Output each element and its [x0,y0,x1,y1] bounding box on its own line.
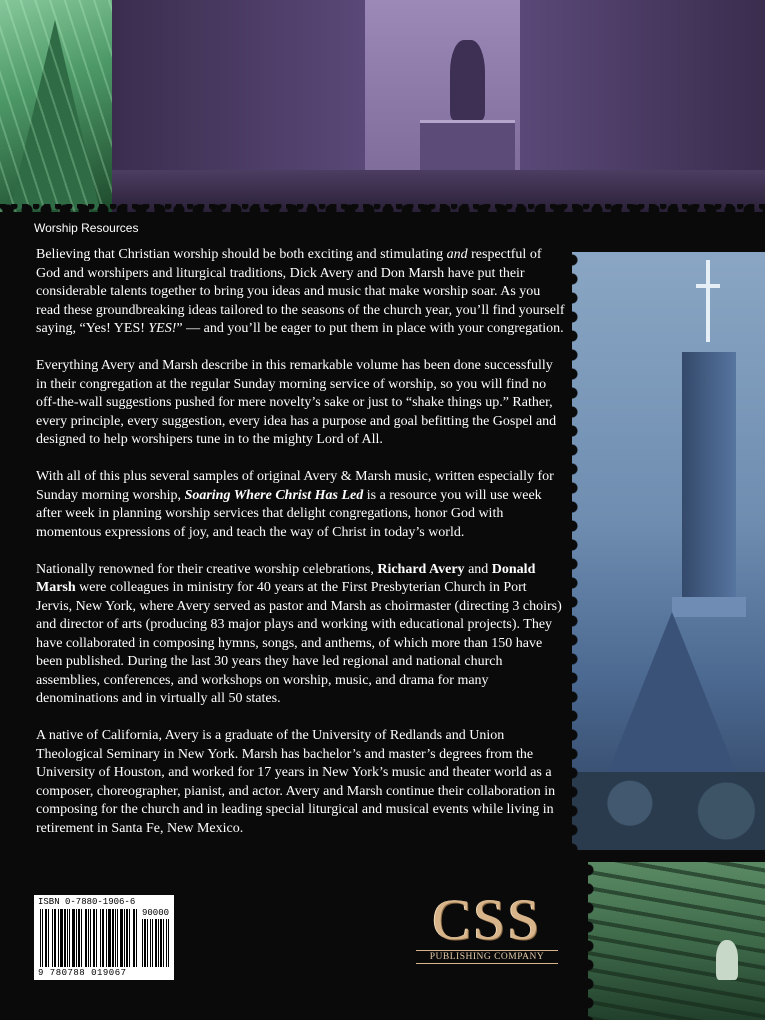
barcode-bar [168,919,169,967]
intro-emphasis-and: and [446,247,468,262]
grunge-edge-top-photo [0,204,765,216]
photo-tower [682,352,736,602]
barcode-bar [133,909,135,967]
paragraph-music [36,468,566,542]
barcode-bar [60,909,63,967]
grunge-edge-bottom-photo [582,862,594,1020]
barcode-bar [88,909,89,967]
barcode-bar [126,909,128,967]
barcode-bar [102,909,104,967]
barcode-bar [158,919,159,967]
music-text-1: With all of this plus several samples of original Avery & Marsh music, written especially for Sunday morning worship, [36,469,554,503]
barcode-number: 9 780788 019067 [38,968,127,978]
barcode-bar [144,919,146,967]
photo-arch-ribs [0,0,112,212]
music-text-2: is a resource you will use week after week in planning worship services that delight congregations, honor God with momentous expressions of joy, and teach the way of Christ in today’s world. [36,487,542,540]
barcode-bar [147,919,148,967]
barcode-bar [93,909,95,967]
barcode-bars-main [40,909,138,967]
barcode-bar [152,919,153,967]
publisher-name: PUBLISHING COMPANY [416,950,558,964]
barcode-bar [54,909,56,967]
barcode-bar [58,909,59,967]
barcode-bar [69,909,70,967]
barcode-bar [120,909,123,967]
barcode-bar [81,909,82,967]
barcode-bar [67,909,68,967]
barcode-bar [106,909,107,967]
barcode-bar [78,909,80,967]
intro-emphasis-yes: YES! [148,321,177,336]
barcode-bar [85,909,87,967]
barcode-bar [155,919,157,967]
barcode-bar [96,909,97,967]
barcode-bar [48,909,49,967]
paragraph-description: Everything Avery and Marsh describe in this remarkable volume has been done successfully in their congregation at the regular Sunday morning service of worship, so you will find no off-the-wall suggestions pushed for mere novelty’s sake or just to “shake things up.” Rather, every principle, every suggestion, every idea has a purpose and goal befitting the Gospel and designed to help worshipers tune in to the mighty Lord of All. [36,358,557,447]
paragraph-authors [36,561,566,709]
church-spire-photo [572,252,765,850]
barcode-bar [90,909,91,967]
barcode-bar [163,919,164,967]
barcode-bar [150,919,151,967]
photo-pews [588,862,765,1020]
paragraph-intro [36,246,566,339]
barcode-bar [52,909,53,967]
isbn-barcode [34,895,174,980]
barcode-bar [108,909,111,967]
barcode-bar [112,909,114,967]
barcode-bar [64,909,66,967]
authors-text-1: Nationally renowned for their creative worship celebrations, [36,561,378,577]
authors-text-3: were colleagues in ministry for 40 years at the First Presbyterian Church in Port Jervis, New York, where Avery served as pastor and Marsh as choirmaster (directing 3 choirs) and director of arts (producing 83 major plays and working with educational projects). They have collaborated in composing hymns, songs, and anthems, of which more than 150 have been published. During the last 30 years they have led regional and national church assemblies, conferences, and workshops on worship, music, and drama for many denominations and in virtually all 50 states. [36,580,562,706]
barcode-bar [136,909,137,967]
barcode-bar [45,909,47,967]
authors-text-2: and [464,561,492,577]
barcode-bar [117,909,118,967]
paragraph-biography: A native of California, Avery is a graduate of the University of Redlands and Union Theological Seminary in New York. Marsh has bachelor’s and master’s degrees from the University of Houston, and worked for 17 years in New York’s music and theater world as a composer, choreographer, pianist, and actor. Avery and Marsh continue their collaboration in composing for the church and in leading special liturgical and musical events while living in retirement in Santa Fe, New Mexico. [36,728,556,836]
intro-text-2: respectful of God and worshipers and liturgical traditions, Dick Avery and Don Marsh have put their considerable talents together to bring you ideas and music that make worship soar. As you read these groundbreaking ideas tailored to the seasons of the church year, you’ll find yourself saying, “Yes! YES! [36,247,565,336]
chapel-arch-photo [0,0,112,212]
sanctuary-pews-photo [588,862,765,1020]
grunge-edge-right-photo [566,252,578,850]
barcode-bar [124,909,125,967]
price-code: 90000 [142,908,170,918]
photo-cross-vertical [706,260,710,342]
photo-cross-horizontal [696,284,720,288]
category-label: Worship Resources [34,221,139,235]
barcode-bar [42,909,43,967]
barcode-bar [129,909,130,967]
barcode-bar [115,909,116,967]
author-name-marsh: Donald Marsh [36,561,536,595]
intro-text-1: Believing that Christian worship should be both exciting and stimulating [36,247,447,262]
photo-altar-figure [450,40,485,120]
barcode-bar [40,909,41,967]
barcode-bars-addon [142,919,170,967]
photo-trees [572,772,765,850]
barcode-bar [76,909,77,967]
barcode-bar [100,909,101,967]
sanctuary-altar-photo [0,0,765,212]
barcode-bar [72,909,75,967]
publisher-logo-mark: CSS [432,887,542,952]
barcode-bar [160,919,162,967]
back-cover-copy [36,246,566,857]
photo-person [716,940,738,980]
publisher-logo [416,887,558,964]
barcode-bar [142,919,143,967]
isbn-text: ISBN 0-7880-1906-6 [38,897,136,907]
intro-text-3: ” — and you’ll be eager to put them in place with your congregation. [176,321,564,336]
book-title: Soaring Where Christ Has Led [184,487,364,503]
author-name-avery: Richard Avery [377,561,465,577]
barcode-bar [166,919,167,967]
